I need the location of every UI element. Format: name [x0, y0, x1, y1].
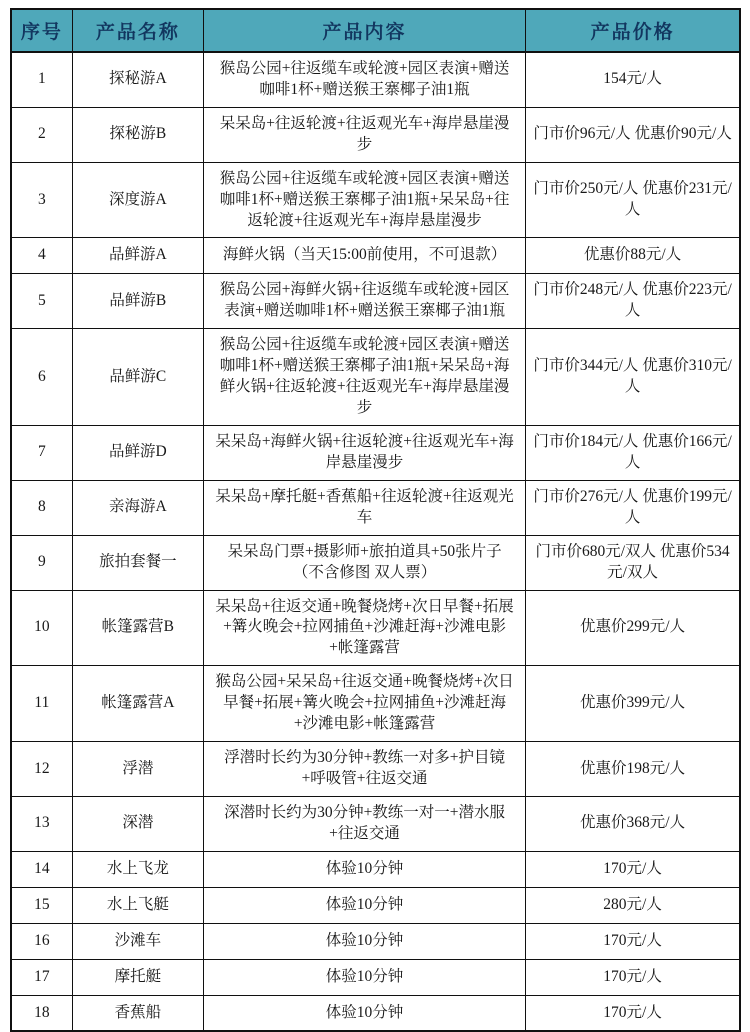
- row-number-cell: 6: [11, 329, 72, 426]
- row-number-cell: 5: [11, 274, 72, 329]
- table-row: [11, 107, 740, 162]
- table-row: [11, 959, 740, 995]
- row-number-cell: 11: [11, 666, 72, 742]
- product-price-cell: 280元/人: [526, 887, 740, 923]
- table-row: [11, 52, 740, 107]
- table-row: [11, 535, 740, 590]
- row-number-cell: 8: [11, 480, 72, 535]
- product-content-cell: 海鲜火锅（当天15:00前使用，不可退款）: [203, 238, 525, 274]
- product-name-cell: 品鲜游C: [72, 329, 203, 426]
- product-content-cell: 猴岛公园+呆呆岛+往返交通+晚餐烧烤+次日早餐+拓展+篝火晚会+拉网捕鱼+沙滩赶海+沙滩电影+帐篷露营: [203, 666, 525, 742]
- table-row: [11, 238, 740, 274]
- product-name-cell: 帐篷露营B: [72, 590, 203, 666]
- product-name-cell: 沙滩车: [72, 923, 203, 959]
- column-header-name: 产品名称: [72, 9, 203, 52]
- row-number-cell: 1: [11, 52, 72, 107]
- table-row: [11, 995, 740, 1031]
- row-number-cell: 18: [11, 995, 72, 1031]
- table-row: [11, 666, 740, 742]
- table-row: [11, 162, 740, 238]
- table-row: [11, 590, 740, 666]
- product-content-cell: 体验10分钟: [203, 959, 525, 995]
- product-content-cell: 呆呆岛+海鲜火锅+往返轮渡+往返观光车+海岸悬崖漫步: [203, 425, 525, 480]
- table-row: [11, 425, 740, 480]
- table-row: [11, 851, 740, 887]
- product-content-cell: 呆呆岛门票+摄影师+旅拍道具+50张片子（不含修图 双人票）: [203, 535, 525, 590]
- product-price-cell: 门市价96元/人 优惠价90元/人: [526, 107, 740, 162]
- product-price-cell: 170元/人: [526, 959, 740, 995]
- product-content-cell: 体验10分钟: [203, 887, 525, 923]
- product-price-cell: 154元/人: [526, 52, 740, 107]
- product-price-cell: 门市价344元/人 优惠价310元/人: [526, 329, 740, 426]
- product-content-cell: 猴岛公园+海鲜火锅+往返缆车或轮渡+园区表演+赠送咖啡1杯+赠送猴王寨椰子油1瓶: [203, 274, 525, 329]
- product-name-cell: 亲海游A: [72, 480, 203, 535]
- product-name-cell: 探秘游B: [72, 107, 203, 162]
- table-row: [11, 887, 740, 923]
- product-name-cell: 品鲜游A: [72, 238, 203, 274]
- table-row: [11, 329, 740, 426]
- product-price-cell: 门市价248元/人 优惠价223元/人: [526, 274, 740, 329]
- product-content-cell: 体验10分钟: [203, 923, 525, 959]
- table-row: [11, 742, 740, 797]
- row-number-cell: 2: [11, 107, 72, 162]
- product-name-cell: 探秘游A: [72, 52, 203, 107]
- product-price-cell: 170元/人: [526, 923, 740, 959]
- product-name-cell: 深度游A: [72, 162, 203, 238]
- row-number-cell: 10: [11, 590, 72, 666]
- row-number-cell: 13: [11, 796, 72, 851]
- product-name-cell: 品鲜游B: [72, 274, 203, 329]
- table-row: [11, 923, 740, 959]
- table-row: [11, 274, 740, 329]
- product-name-cell: 深潜: [72, 796, 203, 851]
- table-row: [11, 480, 740, 535]
- row-number-cell: 4: [11, 238, 72, 274]
- product-price-cell: 170元/人: [526, 851, 740, 887]
- table-header: [11, 9, 740, 52]
- product-price-cell: 170元/人: [526, 995, 740, 1031]
- header-row: [11, 9, 740, 52]
- row-number-cell: 15: [11, 887, 72, 923]
- product-price-cell: 门市价276元/人 优惠价199元/人: [526, 480, 740, 535]
- product-content-cell: 呆呆岛+摩托艇+香蕉船+往返轮渡+往返观光车: [203, 480, 525, 535]
- row-number-cell: 16: [11, 923, 72, 959]
- product-price-cell: 优惠价368元/人: [526, 796, 740, 851]
- table-row: [11, 796, 740, 851]
- product-price-cell: 优惠价399元/人: [526, 666, 740, 742]
- product-content-cell: 猴岛公园+往返缆车或轮渡+园区表演+赠送咖啡1杯+赠送猴王寨椰子油1瓶+呆呆岛+往返轮渡+往返观光车+海岸悬崖漫步: [203, 162, 525, 238]
- product-name-cell: 浮潜: [72, 742, 203, 797]
- column-header-price: 产品价格: [526, 9, 740, 52]
- row-number-cell: 7: [11, 425, 72, 480]
- product-content-cell: 体验10分钟: [203, 995, 525, 1031]
- product-price-cell: 优惠价88元/人: [526, 238, 740, 274]
- column-header-content: 产品内容: [203, 9, 525, 52]
- product-price-cell: 门市价250元/人 优惠价231元/人: [526, 162, 740, 238]
- product-content-cell: 呆呆岛+往返交通+晚餐烧烤+次日早餐+拓展+篝火晚会+拉网捕鱼+沙滩赶海+沙滩电影+帐篷露营: [203, 590, 525, 666]
- product-price-cell: 门市价680元/双人 优惠价534元/双人: [526, 535, 740, 590]
- product-name-cell: 水上飞艇: [72, 887, 203, 923]
- product-name-cell: 水上飞龙: [72, 851, 203, 887]
- table-body: [11, 52, 740, 1031]
- column-header-no: 序号: [11, 9, 72, 52]
- product-content-cell: 猴岛公园+往返缆车或轮渡+园区表演+赠送咖啡1杯+赠送猴王寨椰子油1瓶: [203, 52, 525, 107]
- product-content-cell: 猴岛公园+往返缆车或轮渡+园区表演+赠送咖啡1杯+赠送猴王寨椰子油1瓶+呆呆岛+海鲜火锅+往返轮渡+往返观光车+海岸悬崖漫步: [203, 329, 525, 426]
- product-name-cell: 品鲜游D: [72, 425, 203, 480]
- product-content-cell: 体验10分钟: [203, 851, 525, 887]
- product-content-cell: 呆呆岛+往返轮渡+往返观光车+海岸悬崖漫步: [203, 107, 525, 162]
- row-number-cell: 9: [11, 535, 72, 590]
- product-price-cell: 门市价184元/人 优惠价166元/人: [526, 425, 740, 480]
- product-name-cell: 香蕉船: [72, 995, 203, 1031]
- row-number-cell: 14: [11, 851, 72, 887]
- row-number-cell: 12: [11, 742, 72, 797]
- row-number-cell: 17: [11, 959, 72, 995]
- product-name-cell: 摩托艇: [72, 959, 203, 995]
- product-content-cell: 深潜时长约为30分钟+教练一对一+潜水服+往返交通: [203, 796, 525, 851]
- product-price-cell: 优惠价299元/人: [526, 590, 740, 666]
- product-name-cell: 帐篷露营A: [72, 666, 203, 742]
- product-content-cell: 浮潜时长约为30分钟+教练一对多+护目镜+呼吸管+往返交通: [203, 742, 525, 797]
- product-name-cell: 旅拍套餐一: [72, 535, 203, 590]
- product-price-cell: 优惠价198元/人: [526, 742, 740, 797]
- product-price-table: [10, 8, 741, 1032]
- row-number-cell: 3: [11, 162, 72, 238]
